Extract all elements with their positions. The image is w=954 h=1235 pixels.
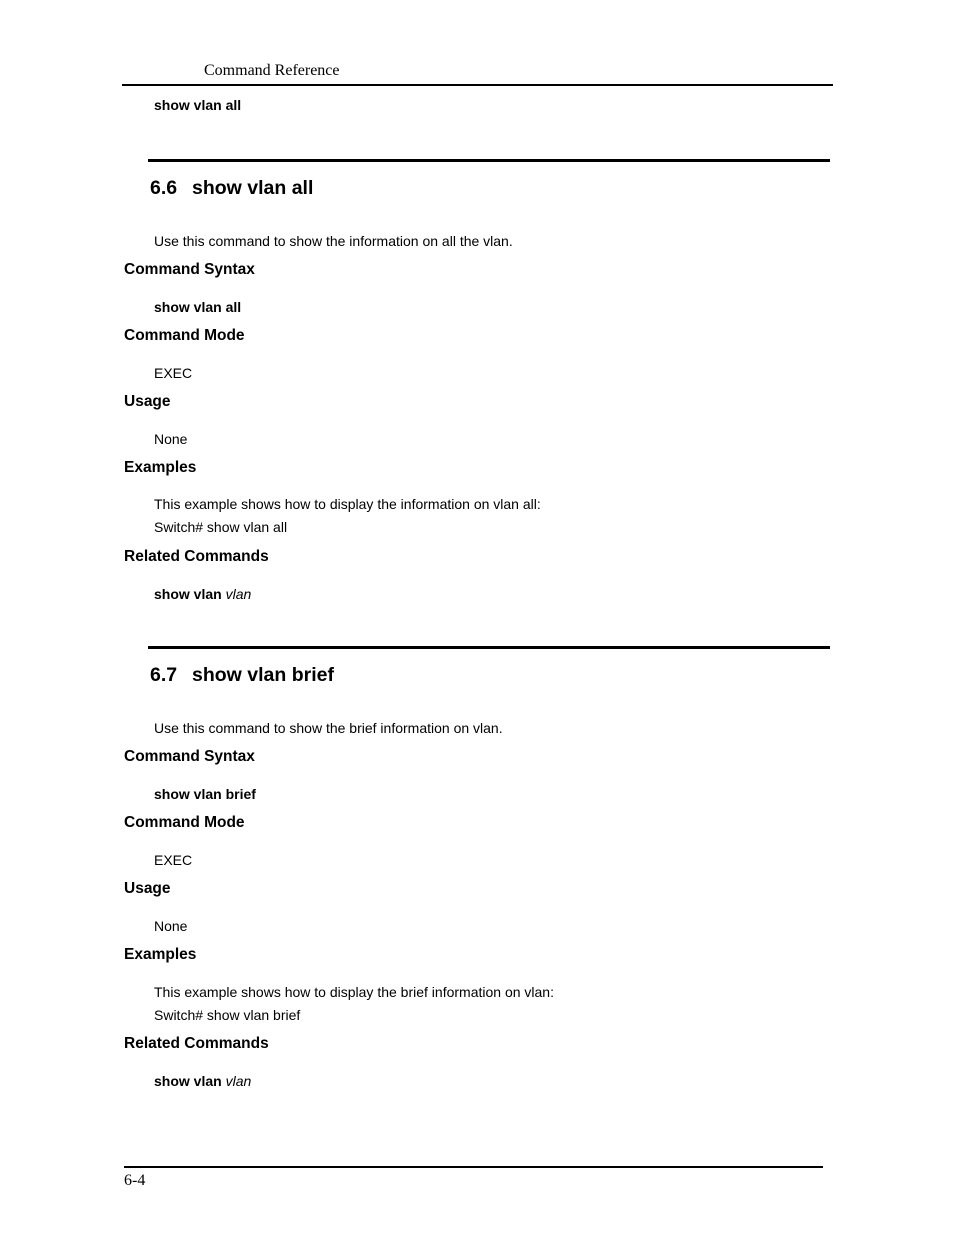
command-syntax-label: Command Syntax xyxy=(124,261,255,278)
related-command-keyword: show vlan xyxy=(154,1073,222,1089)
header-rule xyxy=(122,84,833,86)
section-number: 6.6 xyxy=(150,177,178,199)
section-number: 6.7 xyxy=(150,664,178,686)
running-head: show vlan all xyxy=(154,97,242,113)
related-command xyxy=(154,1073,251,1089)
section-rule xyxy=(148,646,830,649)
footer-rule xyxy=(124,1166,823,1168)
page-number: 6-4 xyxy=(124,1172,146,1189)
related-command-keyword: show vlan xyxy=(154,586,222,602)
command-mode: EXEC xyxy=(154,852,193,868)
section-intro: Use this command to show the information on all the vlan. xyxy=(154,233,513,249)
command-mode-label: Command Mode xyxy=(124,814,245,831)
section-title: show vlan brief xyxy=(192,664,334,686)
section-heading xyxy=(150,664,334,687)
related-commands-label: Related Commands xyxy=(124,548,269,565)
related-command-argument: vlan xyxy=(225,1073,252,1089)
command-mode: EXEC xyxy=(154,365,193,381)
command-syntax: show vlan all xyxy=(154,299,242,315)
section-rule xyxy=(148,159,830,162)
section-title: show vlan all xyxy=(192,177,314,199)
section-intro: Use this command to show the brief information on vlan. xyxy=(154,720,503,736)
examples-label: Examples xyxy=(124,946,197,963)
section-heading xyxy=(150,177,313,200)
examples-command: Switch# show vlan all xyxy=(154,519,288,535)
command-syntax: show vlan brief xyxy=(154,786,256,802)
examples-command: Switch# show vlan brief xyxy=(154,1007,301,1023)
related-command xyxy=(154,586,251,602)
related-command-argument: vlan xyxy=(225,586,252,602)
examples-text: This example shows how to display the information on vlan all: xyxy=(154,496,541,512)
related-commands-label: Related Commands xyxy=(124,1035,269,1052)
usage-label: Usage xyxy=(124,393,171,410)
command-syntax-label: Command Syntax xyxy=(124,748,255,765)
examples-text: This example shows how to display the brief information on vlan: xyxy=(154,984,554,1000)
usage-label: Usage xyxy=(124,880,171,897)
command-mode-label: Command Mode xyxy=(124,327,245,344)
examples-label: Examples xyxy=(124,459,197,476)
usage-text: None xyxy=(154,918,188,934)
document-header-title: Command Reference xyxy=(204,62,340,79)
usage-text: None xyxy=(154,431,188,447)
